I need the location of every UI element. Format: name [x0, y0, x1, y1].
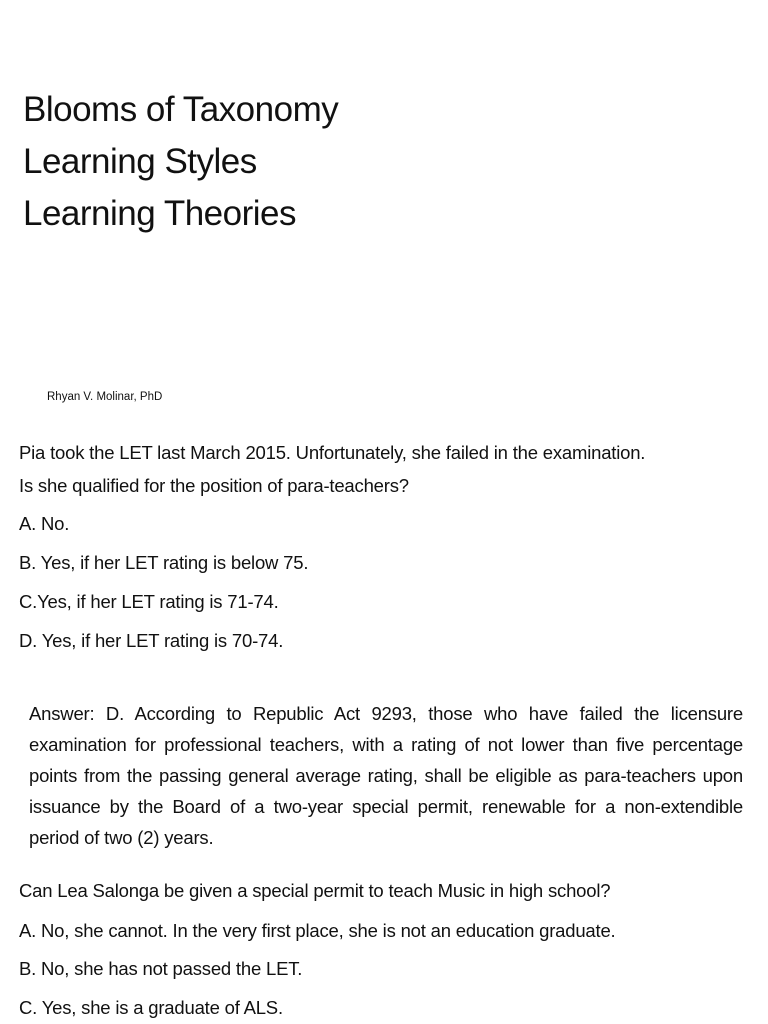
question-1-option-b: B. Yes, if her LET rating is below 75. — [19, 552, 309, 573]
question-1-text: Pia took the LET last March 2015. Unfortunately, she failed in the examination. — [19, 442, 646, 463]
title-line: Learning Theories — [23, 194, 296, 233]
document-title — [23, 84, 338, 240]
question-2-option-a: A. No, she cannot. In the very first place, she is not an education graduate. — [19, 920, 616, 941]
author-name: Rhyan V. Molinar, PhD — [47, 391, 163, 403]
title-line: Blooms of Taxonomy — [23, 90, 339, 129]
question-2-option-b: B. No, she has not passed the LET. — [19, 958, 303, 979]
question-1-option-d: D. Yes, if her LET rating is 70-74. — [19, 630, 284, 651]
question-1-option-c: C.Yes, if her LET rating is 71-74. — [19, 591, 279, 612]
question-1-answer: Answer: D. According to Republic Act 9293, those who have failed the licensure examination for professional teachers, with a rating of not lower than five percentage points from the passing general average rating, shall be eligible as para-teachers upon issuance by the Board of a two-year special permit, renewable for a non-extendible period of two (2) years. — [29, 703, 743, 848]
question-1-option-a: A. No. — [19, 513, 70, 534]
title-line: Learning Styles — [23, 142, 257, 181]
question-2-option-c: C. Yes, she is a graduate of ALS. — [19, 997, 283, 1018]
question-1-text: Is she qualified for the position of para-teachers? — [19, 475, 409, 496]
question-2-text: Can Lea Salonga be given a special permit to teach Music in high school? — [19, 880, 611, 901]
